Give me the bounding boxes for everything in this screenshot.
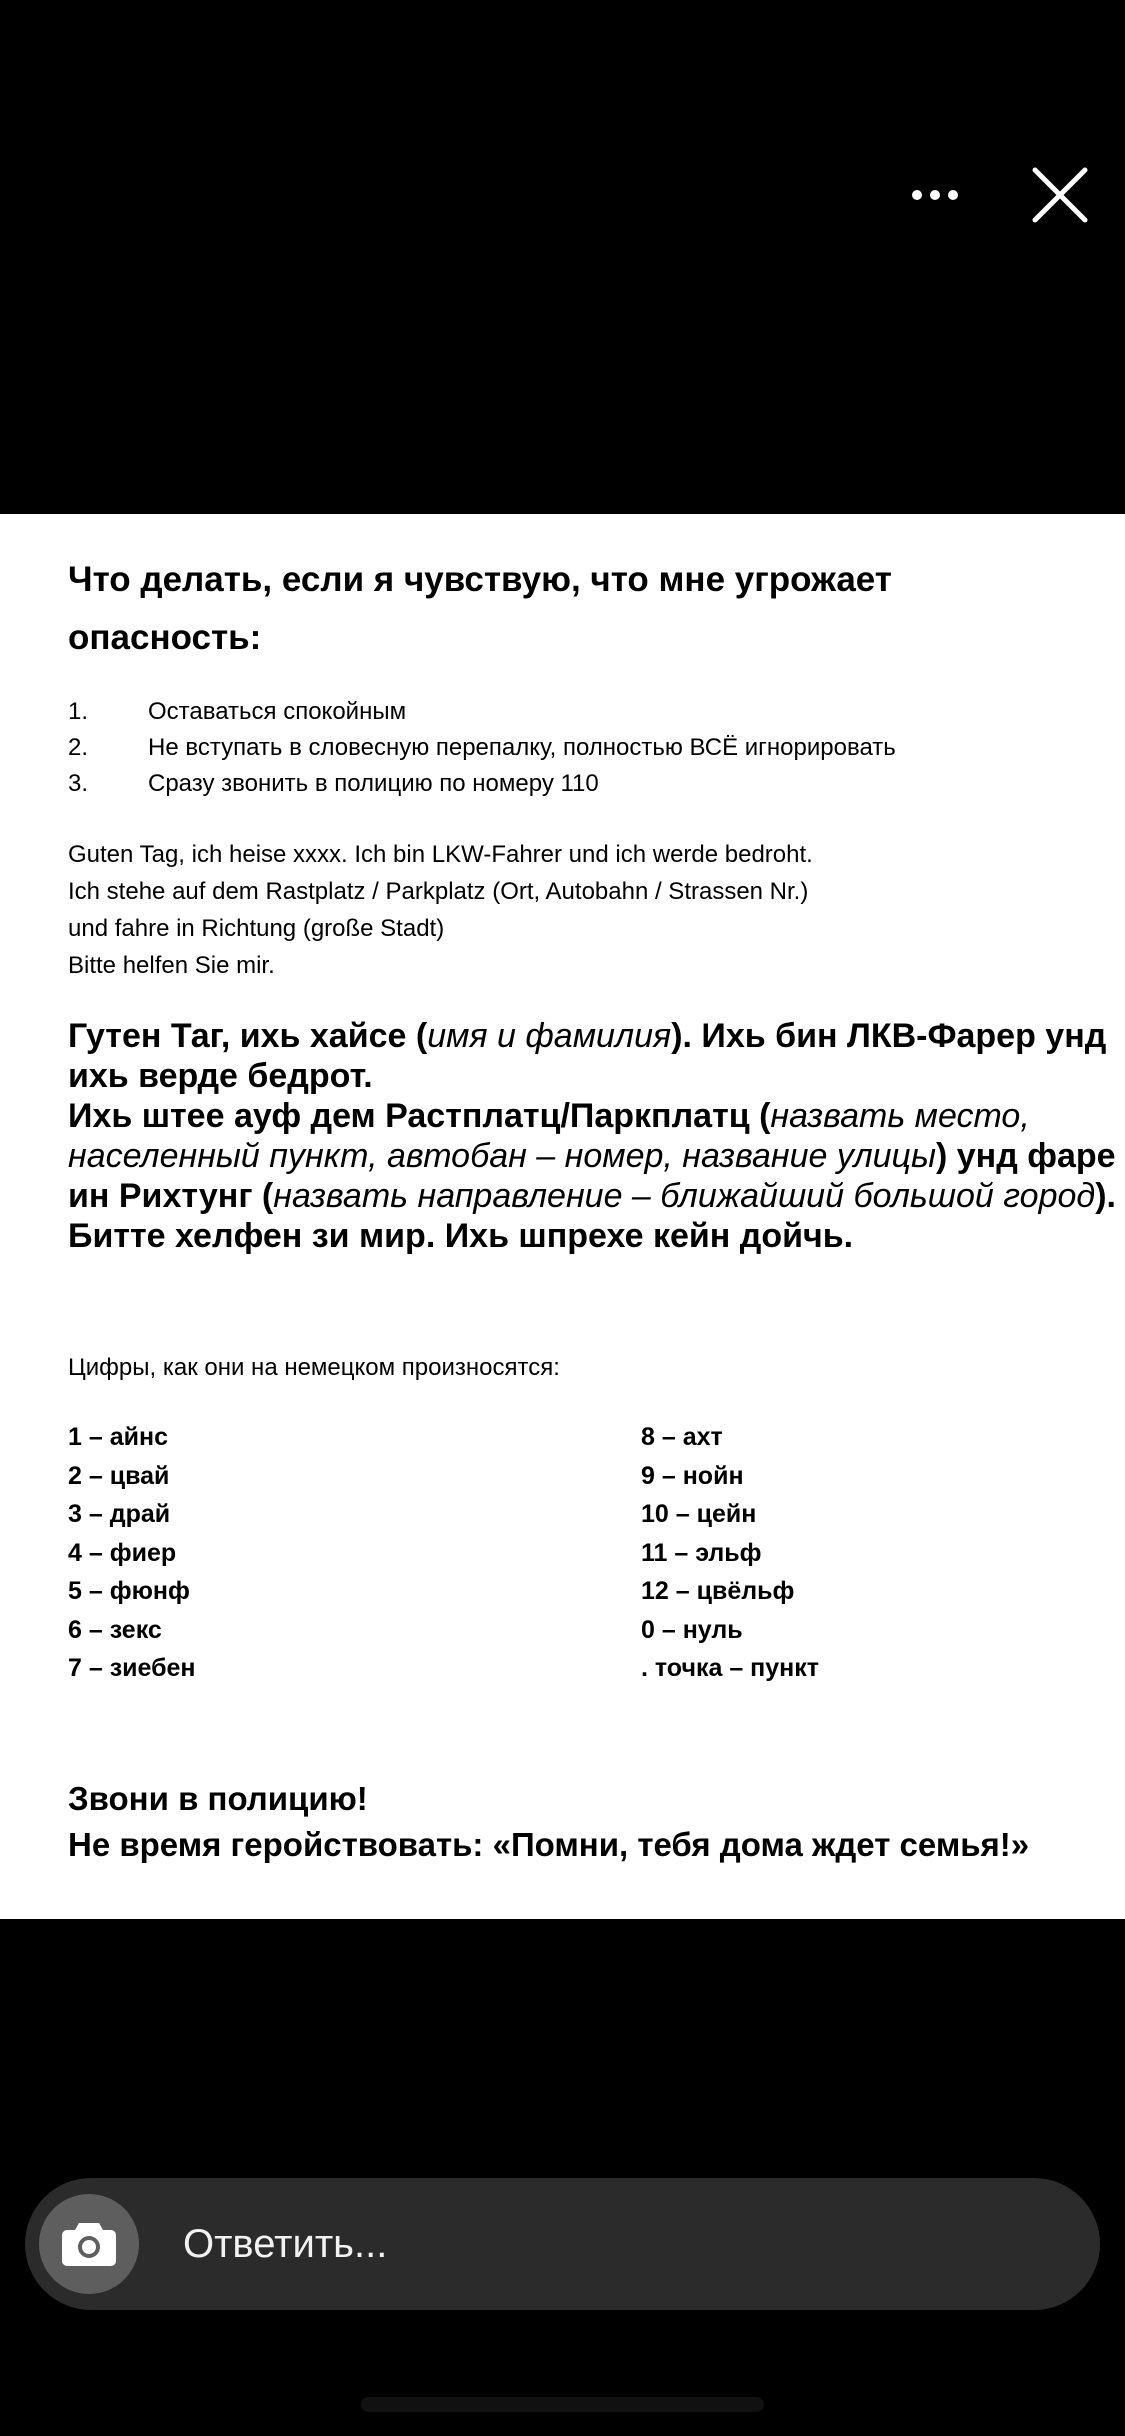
step-text: Оставаться спокойным bbox=[148, 698, 407, 725]
more-horizontal-icon bbox=[911, 189, 959, 201]
translit-text: ). bbox=[1095, 1177, 1116, 1215]
list-item bbox=[68, 766, 1068, 802]
digits-column-right bbox=[641, 1418, 819, 1688]
reply-bar bbox=[25, 2178, 1100, 2310]
footer-line: Звони в полицию! bbox=[68, 1780, 368, 1817]
german-line: Ich stehe auf dem Rastplatz / Parkplatz (Ort, Autobahn / Strassen Nr.) bbox=[68, 878, 809, 905]
digit-item: 9 – нойн bbox=[641, 1461, 744, 1490]
camera-icon bbox=[61, 2221, 117, 2267]
step-text: Сразу звонить в полицию по номеру 110 bbox=[148, 770, 599, 797]
footer-line: Не время геройствовать: «Помни, тебя дома ждет семья!» bbox=[68, 1826, 1030, 1863]
german-line: Guten Tag, ich heise xxxx. Ich bin LKW-Fahrer und ich werde bedroht. bbox=[68, 841, 813, 868]
step-number: 1. bbox=[68, 698, 89, 725]
digit-item: 3 – драй bbox=[68, 1500, 171, 1528]
close-button[interactable] bbox=[1025, 160, 1095, 230]
step-text: Не вступать в словесную перепалку, полностью ВСЁ игнорировать bbox=[148, 734, 896, 761]
german-line: Bitte helfen Sie mir. bbox=[68, 952, 275, 979]
digit-item: 8 – ахт bbox=[641, 1423, 723, 1451]
close-icon bbox=[1032, 167, 1088, 223]
step-number: 3. bbox=[68, 770, 89, 797]
camera-button[interactable] bbox=[39, 2194, 139, 2294]
document-footer bbox=[68, 1776, 1118, 1868]
transliteration-block bbox=[68, 1016, 1118, 1256]
translit-text: Гутен Таг, ихь хайсе ( bbox=[68, 1017, 428, 1055]
translit-note: имя и фамилия bbox=[427, 1017, 672, 1055]
home-indicator[interactable] bbox=[361, 2397, 764, 2412]
digit-item: 4 – фиер bbox=[68, 1538, 177, 1567]
digits-heading: Цифры, как они на немецком произносятся: bbox=[68, 1354, 560, 1381]
translit-text: ) унд фаре ин Рихтунг ( bbox=[68, 1137, 1116, 1215]
translit-paragraph-1 bbox=[68, 1016, 1118, 1096]
digit-item: 6 – зекс bbox=[68, 1615, 162, 1644]
digit-item: 5 – фюнф bbox=[68, 1577, 190, 1605]
translit-paragraph-2 bbox=[68, 1096, 1118, 1216]
digit-item: 2 – цвай bbox=[68, 1461, 170, 1490]
translit-note: назвать место, населенный пункт, автобан – номер, название улицы bbox=[68, 1097, 1030, 1175]
german-line: und fahre in Richtung (große Stadt) bbox=[68, 915, 445, 942]
digit-item: 1 – айнс bbox=[68, 1423, 168, 1451]
digit-item: . точка – пункт bbox=[641, 1654, 820, 1682]
step-number: 2. bbox=[68, 734, 89, 761]
reply-input[interactable] bbox=[181, 2221, 700, 2268]
german-phrase-block bbox=[68, 836, 1068, 984]
more-options-button[interactable] bbox=[905, 165, 965, 225]
translit-text: ). Ихь бин ЛКВ-Фарер унд ихь верде бедрот. bbox=[68, 1017, 1107, 1095]
digit-item: 12 – цвёльф bbox=[641, 1577, 795, 1605]
digit-item: 10 – цейн bbox=[641, 1500, 757, 1528]
shared-document-image bbox=[0, 514, 1125, 1919]
translit-note: назвать направление – ближайший большой город bbox=[273, 1177, 1096, 1215]
digit-item: 11 – эльф bbox=[641, 1538, 762, 1567]
digit-item: 7 – зиебен bbox=[68, 1654, 196, 1682]
top-controls bbox=[905, 160, 1095, 230]
steps-list bbox=[68, 694, 1068, 802]
digit-item: 0 – нуль bbox=[641, 1615, 743, 1644]
translit-text: Ихь штее ауф дем Растплатц/Паркплатц ( bbox=[68, 1097, 771, 1135]
list-item bbox=[68, 694, 1068, 730]
translit-paragraph-3: Битте хелфен зи мир. Ихь шпрехе кейн дойчь. bbox=[68, 1217, 854, 1255]
list-item bbox=[68, 730, 1068, 766]
document-title: Что делать, если я чувствую, что мне угрожает опасность: bbox=[68, 560, 892, 657]
digits-column-left bbox=[68, 1418, 196, 1688]
